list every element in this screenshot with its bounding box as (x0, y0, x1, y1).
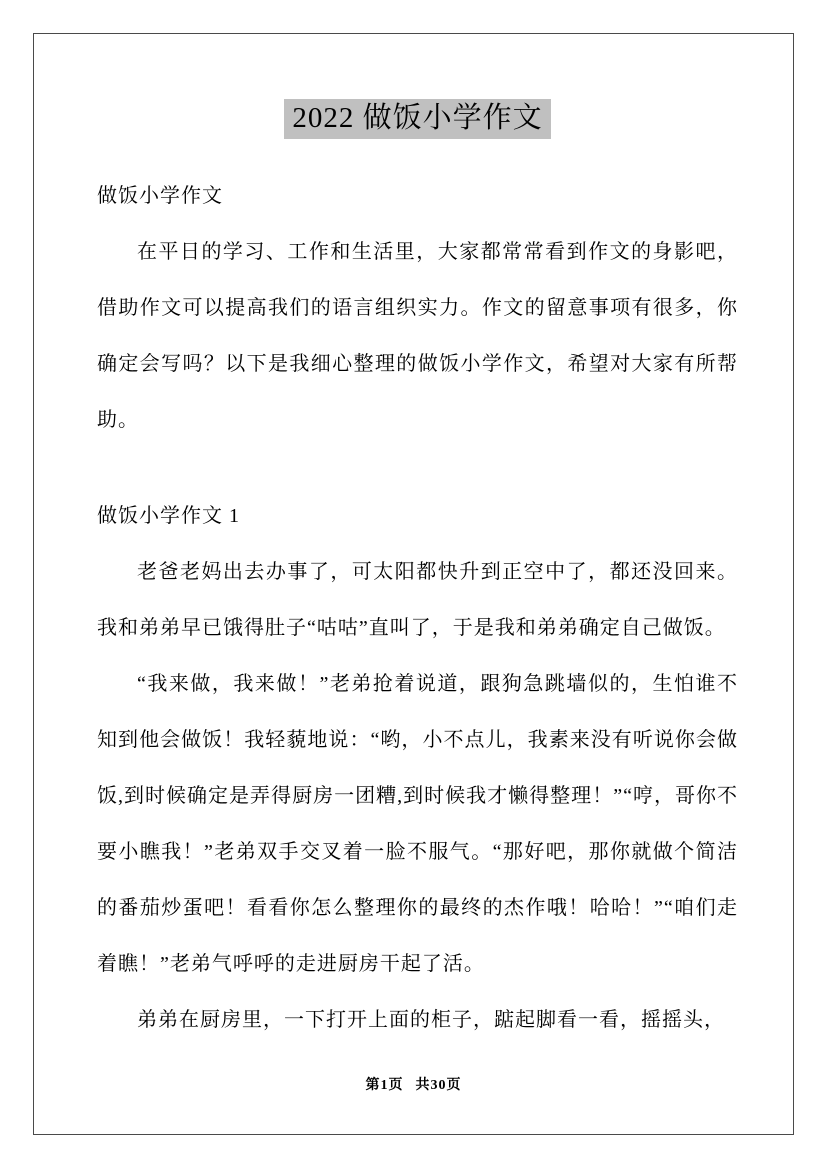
blank-line-spacer (97, 448, 738, 488)
body-paragraph-2: “我来做，我来做！”老弟抢着说道，跟狗急跳墙似的，生怕谁不知到他会做饭！我轻藐地说：“哟，小不点儿，我素来没有听说你会做饭,到时候确定是弄得厨房一团糟,到时候我才懒得整理！”“哼，哥你不要小瞧我！”老弟双手交叉着一脸不服气。“那好吧，那你就做个简洁的番茄炒蛋吧！看看你怎么整理你的最终的杰作哦！哈哈！”“咱们走着瞧！”老弟气呼呼的走进厨房干起了活。 (97, 673, 738, 975)
current-page-label: 第1页 (365, 1078, 404, 1093)
section-heading: 做饭小学作文 1 (97, 505, 240, 527)
title-highlight: 2022 做饭小学作文 (284, 99, 550, 139)
total-pages-label: 共30页 (415, 1078, 462, 1093)
intro-paragraph: 在平日的学习、工作和生活里，大家都常常看到作文的身影吧，借助作文可以提高我们的语言组织实力。作文的留意事项有很多，你确定会写吗？以下是我细心整理的做饭小学作文，希望对大家有所帮助。 (97, 241, 738, 431)
page-footer (0, 1074, 827, 1094)
page-content (97, 58, 738, 1063)
body-paragraph-1: 老爸老妈出去办事了，可太阳都快升到正空中了，都还没回来。我和弟弟早已饿得肚子“咕咕”直叫了，于是我和弟弟确定自己做饭。 (97, 561, 738, 639)
document-title (97, 96, 738, 140)
body-paragraph-3: 弟弟在厨房里，一下打开上面的柜子，踮起脚看一看，摇摇头， (137, 1009, 725, 1031)
lead-label: 做饭小学作文 (97, 185, 223, 207)
